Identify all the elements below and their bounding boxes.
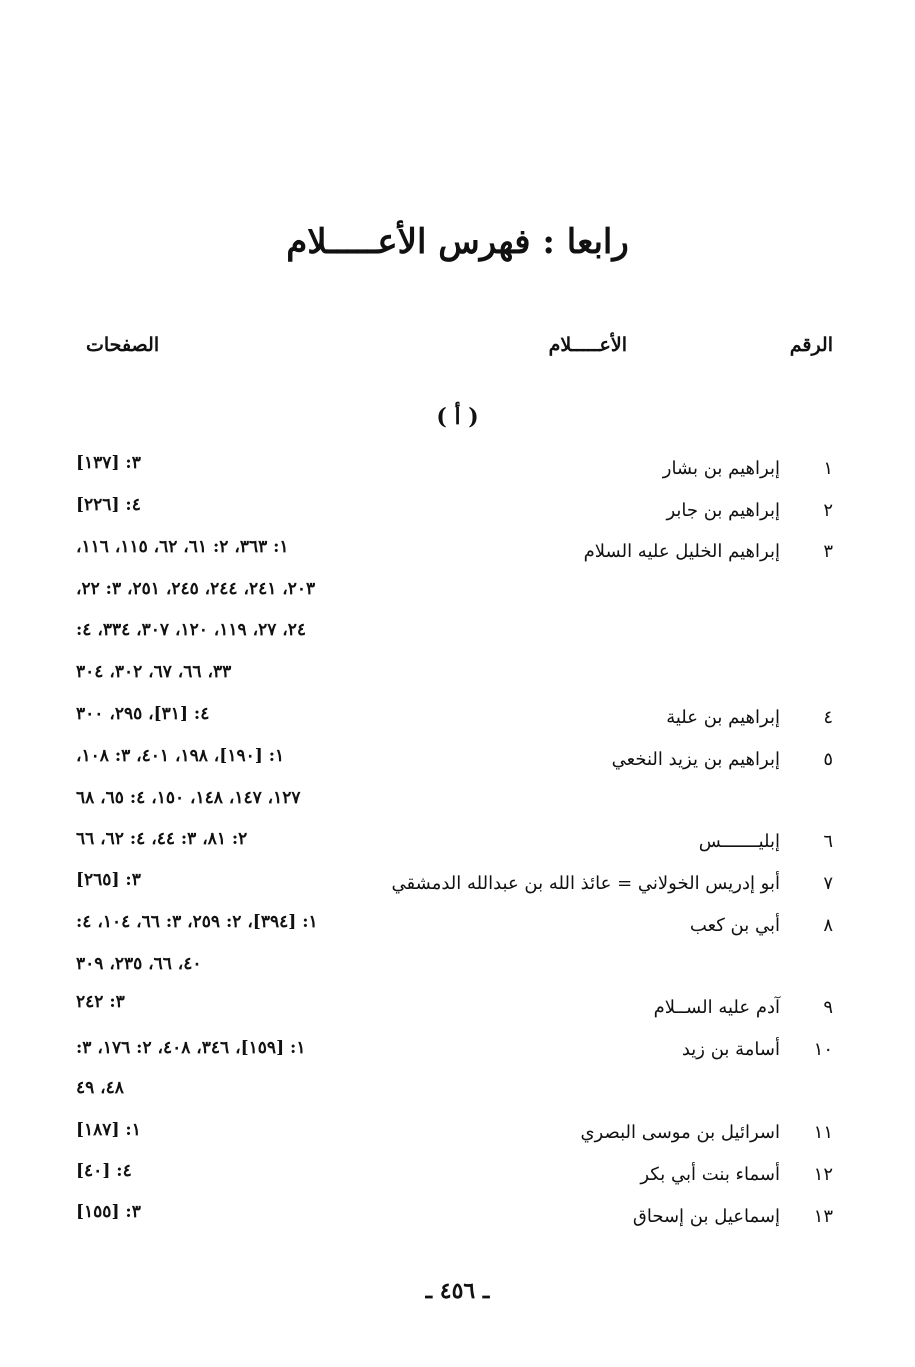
entry-name: أبو إدريس الخولاني = عائذ الله بن عبدالله الدمشقي <box>391 873 780 894</box>
entry-number: ٤ <box>823 707 833 728</box>
page-refs-line: ٤: [٢٢٦] <box>76 495 141 515</box>
entry-number: ٢ <box>823 500 833 521</box>
page-refs-line: ٢٤، ٢٧، ١١٩، ١٢٠، ٣٠٧، ٣٣٤، ٤: <box>76 620 307 640</box>
page-number: ـ ٤٥٦ ـ <box>425 1278 490 1304</box>
entry-name: أبي بن كعب <box>689 915 780 936</box>
entry-number: ٦ <box>823 831 833 852</box>
entry-number: ٥ <box>823 749 833 770</box>
page-refs-line: ٣: ٢٤٢ <box>76 992 125 1012</box>
entry-name: إبراهيم بن يزيد النخعي <box>611 749 780 770</box>
entry-name: إسماعيل بن إسحاق <box>632 1206 780 1227</box>
column-header-name: الأعـــــلام <box>548 334 627 356</box>
page-refs-line: ٣: [٢٦٥] <box>76 870 141 890</box>
page-title: رابعا : فهرس الأعـــــلام <box>286 222 629 262</box>
entry-number: ١١ <box>813 1122 833 1143</box>
entry-name: آدم عليه الســلام <box>653 997 780 1018</box>
entry-number: ٨ <box>823 915 833 936</box>
page-refs-line: ١٢٧، ١٤٧، ١٤٨، ١٥٠، ٤: ٦٥، ٦٨ <box>76 788 301 808</box>
entry-name: اسرائيل بن موسى البصري <box>580 1122 780 1143</box>
entry-name: أسماء بنت أبي بكر <box>640 1164 780 1185</box>
entry-name: إبراهيم بن جابر <box>666 500 780 521</box>
entry-name: أسامة بن زيد <box>681 1039 780 1060</box>
entry-number: ١ <box>823 458 833 479</box>
page-refs-line: ٤٠، ٦٦، ٢٣٥، ٣٠٩ <box>76 954 202 974</box>
column-header-number: الرقم <box>789 334 833 356</box>
page-refs-line: ٢٠٣، ٢٤١، ٢٤٤، ٢٤٥، ٢٥١، ٣: ٢٢، <box>76 579 316 599</box>
entry-number: ١٠ <box>813 1039 833 1060</box>
page-refs-line: ١: [١٥٩]، ٣٤٦، ٤٠٨، ٢: ١٧٦، ٣: <box>76 1038 306 1058</box>
page-refs-line: ١: [١٨٧] <box>76 1120 141 1140</box>
section-letter: ( أ ) <box>436 404 479 430</box>
page-refs-line: ٤٨، ٤٩ <box>76 1078 124 1098</box>
page-refs-line: ١: [٣٩٤]، ٢: ٢٥٩، ٣: ٦٦، ١٠٤، ٤: <box>76 912 318 932</box>
page-refs-line: ٣٣، ٦٦، ٦٧، ٣٠٢، ٣٠٤ <box>76 662 232 682</box>
page-refs-line: ١: [١٩٠]، ١٩٨، ٤٠١، ٣: ١٠٨، <box>76 746 285 766</box>
page-refs-line: ٣: [١٥٥] <box>76 1202 141 1222</box>
column-header-pages: الصفحات <box>86 334 160 356</box>
entry-number: ٩ <box>823 997 833 1018</box>
entry-name: إبليـــــــس <box>698 831 780 852</box>
entry-number: ٧ <box>823 873 833 894</box>
page-refs-line: ٤: [٤٠] <box>76 1161 132 1181</box>
entry-name: إبراهيم بن بشار <box>662 458 780 479</box>
page-refs-line: ٣: [١٣٧] <box>76 453 141 473</box>
page-refs-line: ٢: ٨١، ٣: ٤٤، ٤: ٦٢، ٦٦ <box>76 829 248 849</box>
entry-number: ٣ <box>823 541 833 562</box>
entry-name: إبراهيم الخليل عليه السلام <box>583 541 780 562</box>
page-refs-line: ١: ٣٦٣، ٢: ٦١، ٦٢، ١١٥، ١١٦، <box>76 537 289 557</box>
entry-number: ١٢ <box>813 1164 833 1185</box>
entry-name: إبراهيم بن علية <box>666 707 780 728</box>
page-refs-line: ٤: [٣١]، ٢٩٥، ٣٠٠ <box>76 704 210 724</box>
entry-number: ١٣ <box>813 1206 833 1227</box>
